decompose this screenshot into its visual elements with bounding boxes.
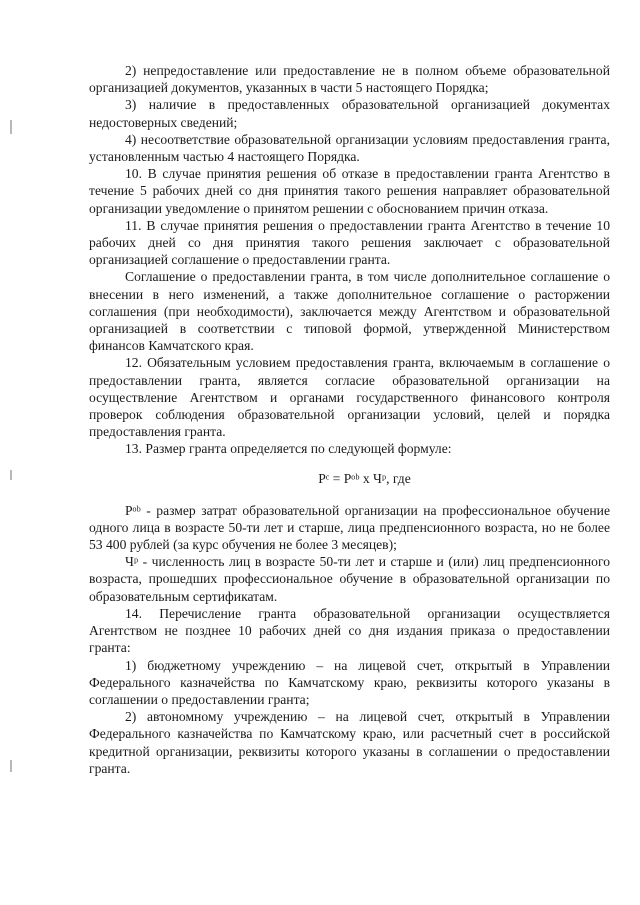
paragraph-clause-10: 10. В случае принятия решения об отказе в предоставлении гранта Агентство в течение 5 рабочих дней со дня принятия такого решения направляет образовательной организации уведомление о принятом решении с обоснованием причин отказа. <box>89 166 610 216</box>
paragraph-clause-14: 14. Перечисление гранта образовательной организации осуществляется Агентством не позднее 10 рабочих дней со дня издания приказа о предоставлении гранта: <box>89 605 610 656</box>
paragraph-autonomous-institution: 2) автономному учреждению – на лицевой счет, открытый в Управлении Федерального казначейства по Камчатскому краю, или расчетный счет в российской кредитной организации, реквизиты которого указаны в соглашении о предоставлении гранта. <box>89 709 610 776</box>
scan-margin-mark <box>10 120 12 134</box>
scan-margin-mark <box>10 470 12 480</box>
paragraph-item-2: 2) непредоставление или предоставление не в полном объеме образовательной организацией документов, указанных в части 5 настоящего Порядка; <box>89 63 610 96</box>
paragraph-item-3: 3) наличие в предоставленных образовательной организацией документах недостоверных сведений; <box>89 97 610 130</box>
section-before-formula <box>89 62 610 458</box>
paragraph-clause-13: 13. Размер гранта определяется по следующей формуле: <box>125 441 452 457</box>
paragraph-def-pob: Pᵒᵇ - размер затрат образовательной организации на профессиональное обучение одного лица в возрасте 50-ти лет и старше, лица предпенсионного возраста, но не более 53 400 рублей (за курс обучения не более 3 месяцев); <box>89 502 610 553</box>
paragraph-clause-12: 12. Обязательным условием предоставления гранта, включаемым в соглашение о предоставлении гранта, является согласие образовательной организации на осуществление Агентством и органами государственного финансового контроля проверок соблюдения образовательной организации условий, целей и порядка предоставления гранта. <box>89 355 610 440</box>
paragraph-item-4: 4) несоответствие образовательной организации условиям предоставления гранта, установленным частью 4 настоящего Порядка. <box>89 131 610 165</box>
paragraph-agreement: Соглашение о предоставлении гранта, в том числе дополнительное соглашение о внесении в него изменений, а также дополнительное соглашение о расторжении соглашения (при необходимости), заключается между Агентством и образовательной организацией в соответствии с типовой формой, утвержденной Министерством финансов Камчатского края. <box>89 269 610 354</box>
paragraph-def-chp: Чᵖ - численность лиц в возрасте 50-ти лет и старше и (или) лиц предпенсионного возраста, прошедших профессиональное обучение в образовательной организации по образовательным сертификатам. <box>89 554 610 604</box>
paragraph-budget-institution: 1) бюджетному учреждению – на лицевой счет, открытый в Управлении Федерального казначейства по Камчатскому краю, реквизиты которого указаны в соглашении о предоставлении гранта; <box>89 657 610 707</box>
paragraph-clause-11: 11. В случае принятия решения о предоставлении гранта Агентство в течение 10 рабочих дней со дня принятия такого решения заключает с образовательной организацией соглашение о предоставлении гранта. <box>89 217 610 268</box>
section-after-formula <box>89 502 610 777</box>
scan-margin-mark <box>10 760 12 772</box>
grant-formula: Pᶜ = Pᵒᵇ x Чᵖ, где <box>318 470 411 486</box>
